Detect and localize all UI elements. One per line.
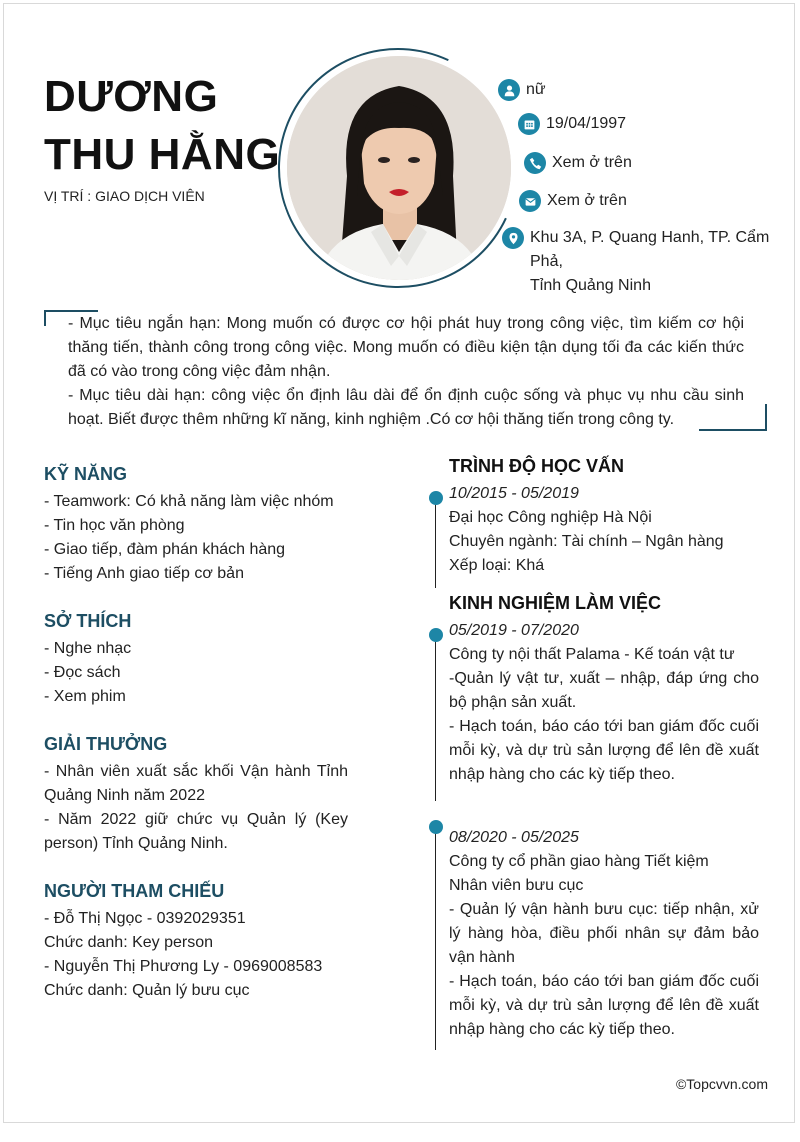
job-date: 05/2019 - 07/2020 — [449, 622, 579, 639]
hobbies-list — [44, 637, 348, 709]
list-item: - Nguyễn Thị Phương Ly - 0969008583 — [44, 958, 323, 975]
job-line: - Quản lý vận hành bưu cục: tiếp nhận, xử lý hàng hòa, điều phối nhân sự đảm bảo vận hành — [449, 901, 759, 966]
objective-short-term: - Mục tiêu ngắn hạn: Mong muốn có được cơ hội phát huy trong công việc, tìm kiếm cơ hội thăng tiến, thành công trong công việc. Mong muốn có điều kiện tận dụng tối đa các kiến thức đã có vào trong công việc đảm nhận. — [68, 315, 744, 380]
location-pin-icon — [502, 227, 524, 249]
list-item: - Năm 2022 giữ chức vụ Quản lý (Key person) Tỉnh Quảng Ninh. — [44, 811, 348, 852]
references-list — [44, 907, 348, 1003]
timeline-line — [435, 631, 436, 801]
education-line: Chuyên ngành: Tài chính – Ngân hàng — [449, 533, 724, 550]
user-icon — [498, 79, 520, 101]
contact-dob — [518, 112, 626, 136]
awards-title: GIẢI THƯỞNG — [44, 734, 168, 754]
dob-value: 19/04/1997 — [546, 115, 627, 132]
education-date: 10/2015 - 05/2019 — [449, 485, 579, 502]
list-item: Chức danh: Key person — [44, 934, 214, 951]
education-block — [449, 482, 759, 578]
job-line: - Hạch toán, báo cáo tới ban giám đốc cuối mỗi kỳ, và dự trù sản lượng để lên đề xuất nhập hàng cho các kỳ tiếp theo. — [449, 718, 759, 783]
job-line: Công ty nội thất Palama - Kế toán vật tư — [449, 646, 735, 663]
list-item: - Giao tiếp, đàm phán khách hàng — [44, 541, 286, 558]
job-line: -Quản lý vật tư, xuất – nhập, đáp ứng cho bộ phận sản xuất. — [449, 670, 759, 711]
experience-title: KINH NGHIỆM LÀM VIỆC — [449, 593, 662, 613]
skills-title: KỸ NĂNG — [44, 464, 128, 484]
list-item: Chức danh: Quản lý bưu cục — [44, 982, 250, 999]
candidate-name — [44, 68, 280, 184]
gender-value: nữ — [526, 81, 546, 98]
phone-value: Xem ở trên — [552, 154, 632, 171]
list-item: - Tiếng Anh giao tiếp cơ bản — [44, 565, 244, 582]
timeline-line — [435, 494, 436, 588]
references-title: NGƯỜI THAM CHIẾU — [44, 881, 225, 901]
contact-email — [519, 189, 627, 213]
contact-gender — [498, 78, 546, 102]
list-item: - Đọc sách — [44, 664, 121, 681]
address-text — [530, 226, 794, 298]
awards-list — [44, 760, 348, 856]
education-line: Xếp loại: Khá — [449, 557, 545, 574]
portrait-illustration — [287, 56, 511, 280]
list-item: - Nhân viên xuất sắc khối Vận hành Tỉnh Quảng Ninh năm 2022 — [44, 763, 348, 804]
hobbies-title: SỞ THÍCH — [44, 611, 132, 631]
list-item: - Nghe nhạc — [44, 640, 132, 657]
calendar-icon — [518, 113, 540, 135]
education-line: Đại học Công nghiệp Hà Nội — [449, 509, 652, 526]
contact-phone — [524, 151, 632, 175]
timeline-dot — [429, 820, 443, 834]
list-item: - Đỗ Thị Ngọc - 0392029351 — [44, 910, 246, 927]
timeline-line — [435, 824, 436, 1050]
name-line-2: THU HẰNG — [44, 130, 281, 179]
name-line-1: DƯƠNG — [44, 72, 219, 121]
email-icon — [519, 190, 541, 212]
objective-long-term: - Mục tiêu dài hạn: công việc ổn định lâu dài để ổn định cuộc sống và phục vụ nhu cầu sinh hoạt. Biết được thêm những kĩ năng, kinh nghiệm .Có cơ hội thăng tiến trong công ty. — [68, 387, 744, 428]
timeline-dot — [429, 491, 443, 505]
job-line: - Hạch toán, báo cáo tới ban giám đốc cuối mỗi kỳ, và dự trù sản lượng để lên đề xuất nhập hàng cho các kỳ tiếp theo. — [449, 973, 759, 1038]
job-position: VỊ TRÍ : GIAO DỊCH VIÊN — [44, 188, 205, 204]
contact-address — [502, 226, 794, 298]
job-line: Công ty cổ phần giao hàng Tiết kiệm — [449, 853, 709, 870]
education-title: TRÌNH ĐỘ HỌC VẤN — [449, 456, 624, 476]
phone-icon — [524, 152, 546, 174]
footer-brand: ©Topcvvn.com — [675, 1076, 768, 1092]
cv-page — [3, 3, 795, 1123]
job-line: Nhân viên bưu cục — [449, 877, 584, 894]
list-item: - Xem phim — [44, 688, 126, 705]
address-line-2: Tỉnh Quảng Ninh — [530, 277, 651, 294]
career-objective — [68, 312, 744, 432]
job-block — [449, 826, 759, 1042]
timeline-dot — [429, 628, 443, 642]
address-line-1: Khu 3A, P. Quang Hanh, TP. Cẩm Phả, — [530, 229, 770, 270]
list-item: - Teamwork: Có khả năng làm việc nhóm — [44, 493, 334, 510]
list-item: - Tin học văn phòng — [44, 517, 185, 534]
skills-list — [44, 490, 348, 586]
job-date: 08/2020 - 05/2025 — [449, 829, 579, 846]
email-value: Xem ở trên — [547, 192, 627, 209]
avatar — [287, 56, 511, 280]
job-block — [449, 619, 759, 787]
